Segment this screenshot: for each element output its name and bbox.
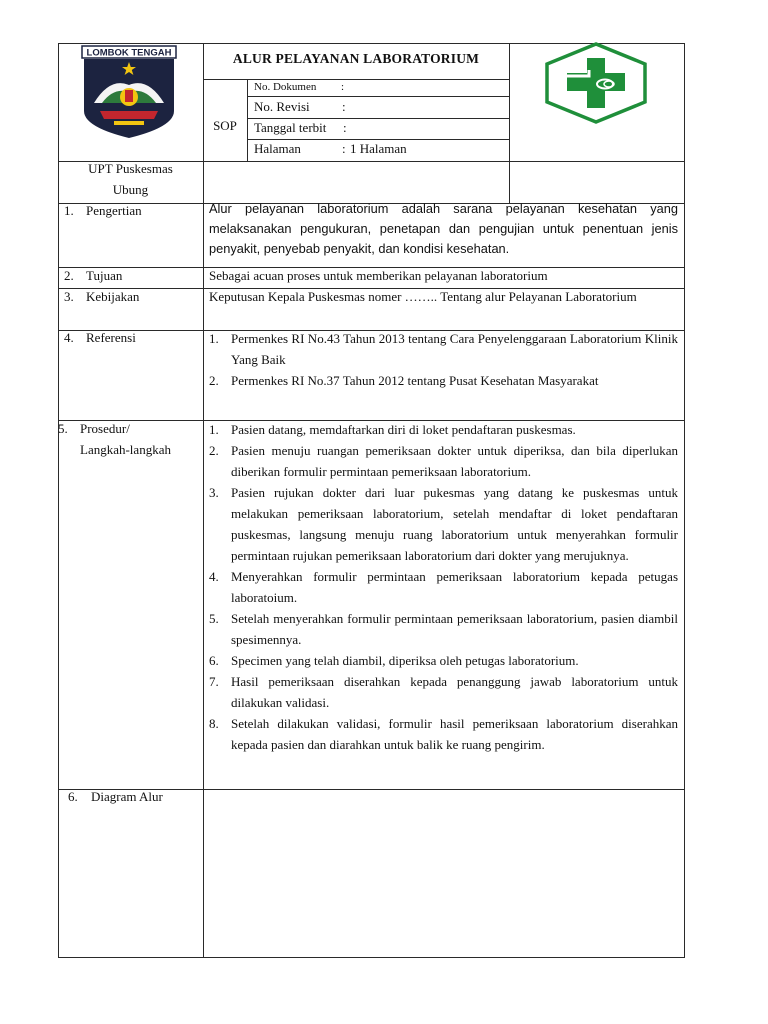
section-number: 3.	[64, 289, 74, 304]
field-label-tanggal-terbit: Tanggal terbit	[254, 120, 327, 135]
list-item	[209, 440, 678, 482]
tujuan-text: Sebagai acuan proses untuk memberikan pelayanan laboratorium	[209, 268, 548, 283]
list-item-text: Setelah dilakukan validasi, formulir hasil pemeriksaan laboratorium diserahkan kepada pasien dan diarahkan untuk balik ke ruang pengirim.	[231, 716, 678, 752]
list-item-number: 8.	[209, 716, 219, 731]
list-item-text: Setelah menyerahkan formulir permintaan pemeriksaan laboratorium, pasien diambil spesimennya.	[231, 611, 678, 647]
field-label-halaman: Halaman	[254, 141, 301, 156]
diagram-alur-area	[204, 790, 684, 957]
unit-name-line1: UPT Puskesmas	[88, 161, 173, 176]
sop-divider	[247, 79, 248, 161]
list-item-number: 2.	[209, 373, 219, 388]
sop-label: SOP	[213, 118, 237, 133]
frame-right	[684, 43, 685, 958]
list-item	[209, 650, 678, 671]
list-item-number: 1.	[209, 331, 219, 346]
list-item-text: Pasien rujukan dokter dari luar pukesmas yang datang ke puskesmas untuk melakukan pemeriksaan laboratorium, setelah mendaftar di loket pendaftaran puskesmas, langsung menuju ruang laboratorium untuk menyerahkan formulir permintaan rujukan pemeriksaan laboratorium dari dokter yang merujuknya.	[231, 485, 678, 563]
list-item	[209, 566, 678, 608]
document-title: ALUR PELAYANAN LABORATORIUM	[232, 51, 480, 66]
section-label-pengertian: Pengertian	[86, 203, 142, 218]
referensi-list	[209, 328, 678, 391]
list-item-number: 2.	[209, 443, 219, 458]
list-item-text: Hasil pemeriksaan diserahkan kepada penanggung jawab laboratorium untuk dilakukan validasi.	[231, 674, 678, 710]
list-item	[209, 482, 678, 566]
section-label-langkah: Langkah-langkah	[80, 442, 171, 457]
field-value-halaman: 1 Halaman	[350, 141, 407, 156]
list-item-text: Pasien datang, memdaftarkan diri di loket pendaftaran puskesmas.	[231, 422, 576, 437]
kebijakan-text: Keputusan Kepala Puskesmas nomer …….. Tentang alur Pelayanan Laboratorium	[209, 289, 637, 304]
list-item	[209, 713, 678, 755]
puskesmas-logo	[545, 42, 647, 124]
section-number: 4.	[64, 330, 74, 345]
field-sep-halaman: :	[342, 141, 346, 156]
title-divider	[203, 79, 509, 80]
list-item	[209, 328, 678, 370]
field-sep-tanggal-terbit: :	[343, 120, 347, 135]
section-label-tujuan: Tujuan	[86, 268, 123, 283]
logo-column-divider	[509, 43, 510, 204]
section-label-kebijakan: Kebijakan	[86, 289, 140, 304]
list-item-number: 5.	[209, 611, 219, 626]
list-item-number: 7.	[209, 674, 219, 689]
section-number: 5.	[58, 421, 68, 436]
list-item	[209, 608, 678, 650]
section-label-referensi: Referensi	[86, 330, 136, 345]
section-label-prosedur: Prosedur/	[80, 421, 130, 436]
frame-bottom	[58, 957, 685, 958]
section-number: 2.	[64, 268, 74, 283]
list-item-number: 1.	[209, 422, 219, 437]
district-logo-label: LOMBOK TENGAH	[86, 47, 172, 59]
list-item-number: 6.	[209, 653, 219, 668]
district-emblem-logo	[80, 45, 178, 140]
list-item-text: Permenkes RI No.37 Tahun 2012 tentang Pusat Kesehatan Masyarakat	[231, 373, 599, 388]
list-item-number: 3.	[209, 485, 219, 500]
list-item	[209, 370, 678, 391]
list-item-text: Pasien menuju ruangan pemeriksaan dokter untuk diperiksa, dan bila diperlukan diberikan formulir permintaan pemeriksaan laboratorium.	[231, 443, 678, 479]
field-sep-no-revisi: :	[342, 99, 346, 114]
unit-name-line2: Ubung	[112, 182, 149, 197]
list-item-text: Specimen yang telah diambil, diperiksa oleh petugas laboratorium.	[231, 653, 579, 668]
list-item-text: Permenkes RI No.43 Tahun 2013 tentang Cara Penyelenggaraan Laboratorium Klinik Yang Baik	[231, 331, 678, 367]
section-number: 6.	[68, 789, 78, 804]
pengertian-text: Alur pelayanan laboratorium adalah sarana pelayanan kesehatan yang melaksanakan pengukuran, penetapan dan pengujian untuk penentuan jenis penyakit, penyebab penyakit, dan kondisi kesehatan.	[209, 201, 678, 256]
section-label-diagram-alur: Diagram Alur	[91, 789, 163, 804]
list-item-text: Menyerahkan formulir permintaan pemeriksaan laboratorium kepada petugas laboratoium.	[231, 569, 678, 605]
section-number: 1.	[64, 203, 74, 218]
field-sep-no-dokumen: :	[341, 81, 345, 93]
prosedur-steps-list	[209, 419, 678, 755]
list-item	[209, 671, 678, 713]
list-item-number: 4.	[209, 569, 219, 584]
field-label-no-dokumen: No. Dokumen	[254, 81, 317, 93]
field-label-no-revisi: No. Revisi	[254, 99, 310, 114]
list-item	[209, 419, 678, 440]
